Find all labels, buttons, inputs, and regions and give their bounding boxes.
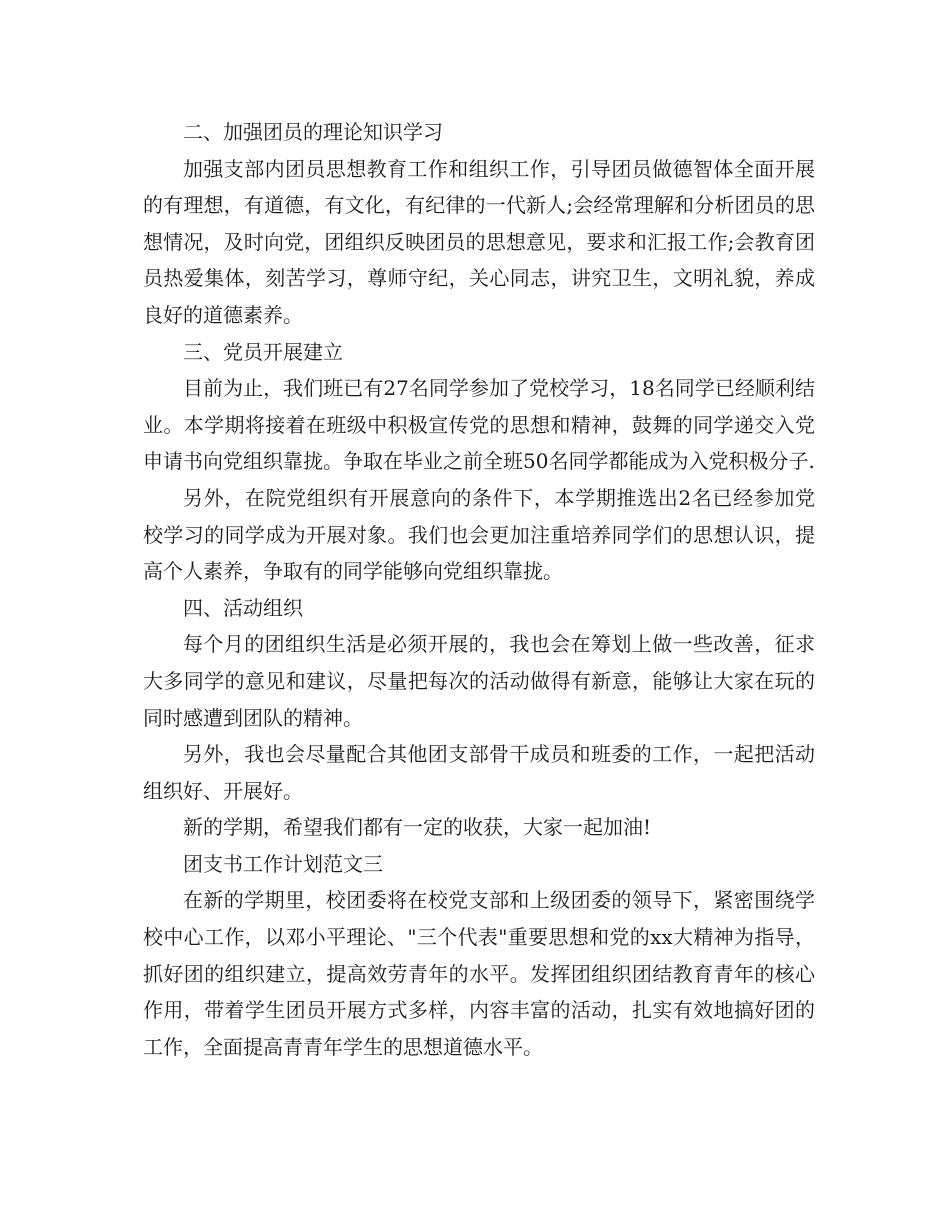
section-heading-party-members: 三、党员开展建立 xyxy=(183,339,343,364)
section-heading-sample-three: 团支书工作计划范文三 xyxy=(183,851,383,876)
section-heading-theory-study: 二、加强团员的理论知识学习 xyxy=(183,120,443,144)
paragraph-party-candidates: 另外，在院党组织有开展意向的条件下，本学期推选出2名已经参加党校学习的同学成为开展对象。我们也会更加注重培养同学们的思想认识，提高个人素养，争取有的同学能够向党组织靠拢。 xyxy=(143,485,815,584)
paragraph-theory-study: 加强支部内团员思想教育工作和组织工作，引导团员做德智体全面开展的有理想，有道德，有文化，有纪律的一代新人;会经常理解和分析团员的思想情况，及时向党，团组织反映团员的思想意见，要求和汇报工作;会教育团员热爱集体，刻苦学习，尊师守纪，关心同志，讲究卫生，文明礼貌，养成良好的道德素养。 xyxy=(143,156,815,327)
paragraph-closing: 新的学期，希望我们都有一定的收获，大家一起加油! xyxy=(183,815,652,840)
paragraph-cooperation: 另外，我也会尽量配合其他团支部骨干成员和班委的工作，一起把活动组织好、开展好。 xyxy=(143,742,815,803)
paragraph-new-semester: 在新的学期里，校团委将在校党支部和上级团委的领导下，紧密围绕学校中心工作，以邓小平理论、"三个代表"重要思想和党的xx大精神为指导，抓好团的组织建立，提高效劳青年的水平。发挥团组织团结教育青年的核心作用，带着学生团员开展方式多样，内容丰富的活动，扎实有效地搞好团的工作，全面提高青青年学生的思想道德水平。 xyxy=(143,888,815,1059)
document-body xyxy=(143,114,815,1065)
section-heading-activities: 四、活动组织 xyxy=(183,595,303,620)
paragraph-monthly-activities: 每个月的团组织生活是必须开展的，我也会在筹划上做一些改善，征求大多同学的意见和建议，尽量把每次的活动做得有新意，能够让大家在玩的同时感遭到团队的精神。 xyxy=(143,632,815,730)
paragraph-party-school: 目前为止，我们班已有27名同学参加了党校学习，18名同学已经顺利结业。本学期将接着在班级中积极宣传党的思想和精神，鼓舞的同学递交入党申请书向党组织靠拢。争取在毕业之前全班50名同学都能成为入党积极分子. xyxy=(143,376,815,474)
